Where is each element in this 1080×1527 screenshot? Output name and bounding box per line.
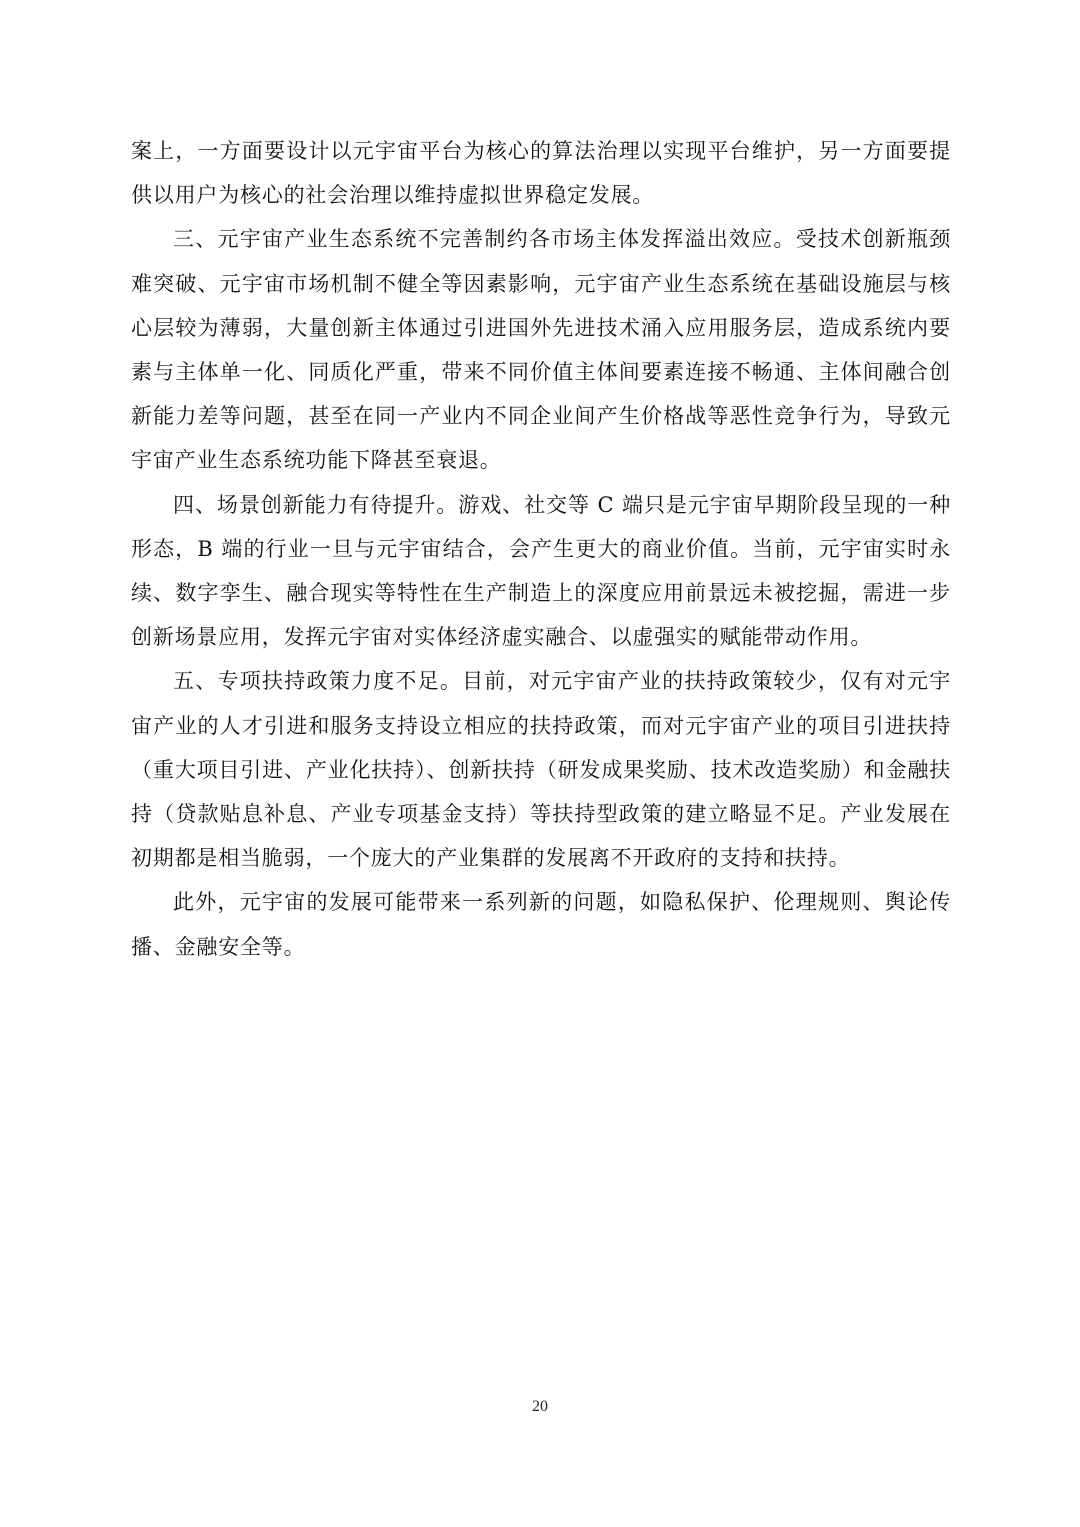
page-number: 20 — [532, 1398, 548, 1415]
page-body — [131, 129, 951, 969]
paragraph-point-three: 三、元宇宙产业生态系统不完善制约各市场主体发挥溢出效应。受技术创新瓶颈难突破、元宇宙市场机制不健全等因素影响，元宇宙产业生态系统在基础设施层与核心层较为薄弱，大量创新主体通过引进国外先进技术涌入应用服务层，造成系统内要素与主体单一化、同质化严重，带来不同价值主体间要素连接不畅通、主体间融合创新能力差等问题，甚至在同一产业内不同企业间产生价格战等恶性竞争行为，导致元宇宙产业生态系统功能下降甚至衰退。 — [131, 227, 951, 473]
paragraph-point-five: 五、专项扶持政策力度不足。目前，对元宇宙产业的扶持政策较少，仅有对元宇宙产业的人才引进和服务支持设立相应的扶持政策，而对元宇宙产业的项目引进扶持（重大项目引进、产业化扶持）、创新扶持（研发成果奖励、技术改造奖励）和金融扶持（贷款贴息补息、产业专项基金支持）等扶持型政策的建立略显不足。产业发展在初期都是相当脆弱，一个庞大的产业集群的发展离不开政府的支持和扶持。 — [131, 669, 951, 871]
paragraph-point-four: 四、场景创新能力有待提升。游戏、社交等 C 端只是元宇宙早期阶段呈现的一种形态，B 端的行业一旦与元宇宙结合，会产生更大的商业价值。当前，元宇宙实时永续、数字孪生、融合现实等特性在生产制造上的深度应用前景远未被挖掘，需进一步创新场景应用，发挥元宇宙对实体经济虚实融合、以虚强实的赋能带动作用。 — [131, 492, 951, 650]
paragraph-continuation: 案上，一方面要设计以元宇宙平台为核心的算法治理以实现平台维护，另一方面要提供以用户为核心的社会治理以维持虚拟世界稳定发展。 — [131, 139, 951, 208]
paragraph-closing: 此外，元宇宙的发展可能带来一系列新的问题，如隐私保护、伦理规则、舆论传播、金融安全等。 — [131, 890, 951, 959]
